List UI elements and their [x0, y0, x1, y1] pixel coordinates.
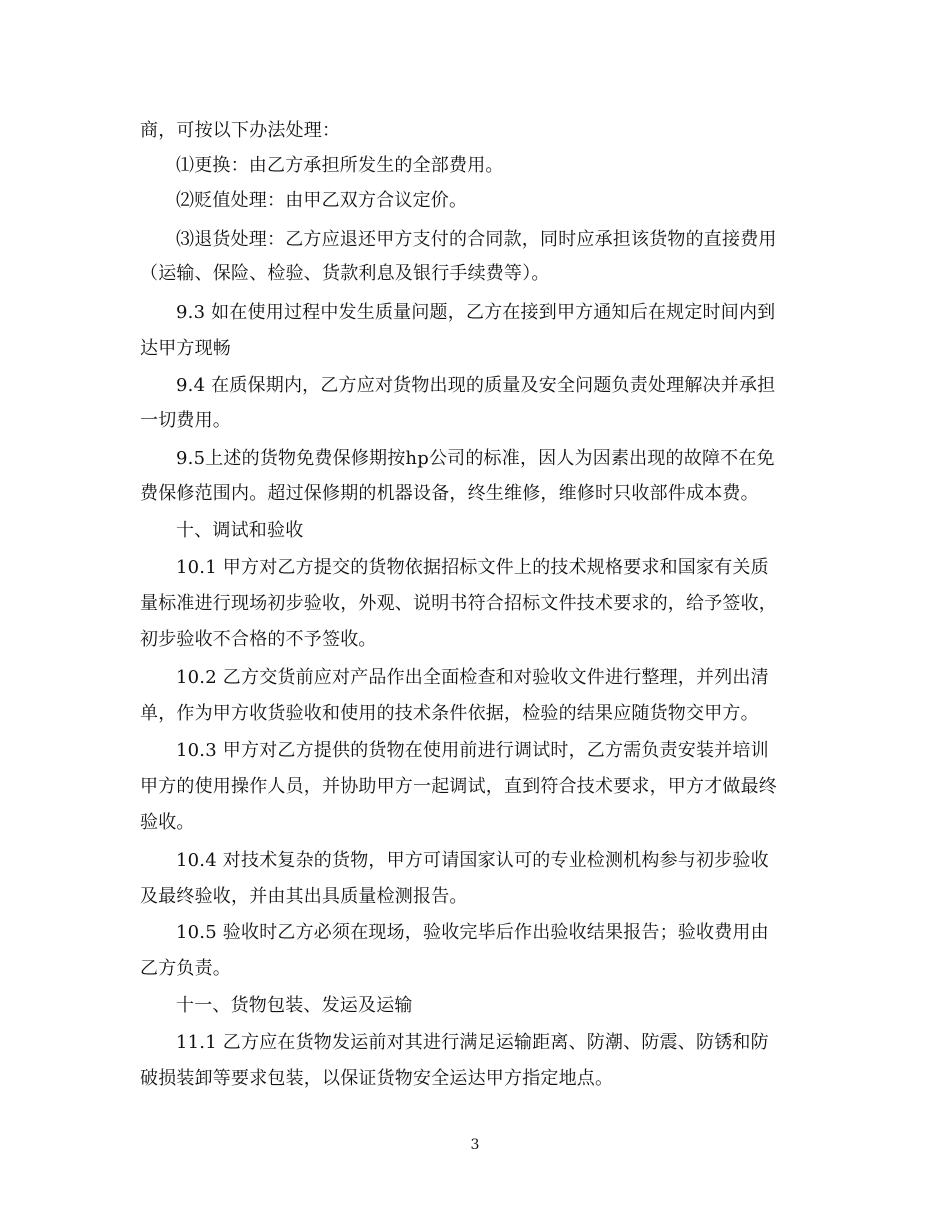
text-line: 初步验收不合格的不予签收。	[140, 629, 377, 650]
text-line: 乙方负责。	[140, 958, 231, 979]
text-line: 验收。	[140, 812, 195, 833]
text-line: 10.3 甲方对乙方提供的货物在使用前进行调试时，乙方需负责安装并培训	[176, 740, 769, 761]
text-line: 9.5上述的货物免费保修期按hp公司的标准，因人为因素出现的故障不在免	[176, 448, 775, 469]
text-line: （运输、保险、检验、货款利息及银行手续费等）。	[140, 263, 550, 284]
text-line: 9.3 如在使用过程中发生质量问题，乙方在接到甲方通知后在规定时间内到	[176, 302, 776, 323]
text-line: 10.2 乙方交货前应对产品作出全面检查和对验收文件进行整理，并列出清	[176, 667, 769, 688]
text-line: 单，作为甲方收货验收和使用的技术条件依据，检验的结果应随货物交甲方。	[140, 703, 759, 724]
text-line: 及最终验收，并由其出具质量检测报告。	[140, 886, 468, 907]
text-line: 10.1 甲方对乙方提交的货物依据招标文件上的技术规格要求和国家有关质	[176, 557, 769, 578]
text-line: 11.1 乙方应在货物发运前对其进行满足运输距离、防潮、防震、防锈和防	[176, 1032, 769, 1053]
text-line: 量标准进行现场初步验收，外观、说明书符合招标文件技术要求的，给予签收，	[140, 593, 777, 614]
text-line: 甲方的使用操作人员，并协助甲方一起调试，直到符合技术要求，甲方才做最终	[140, 776, 777, 797]
text-line: 破损装卸等要求包装，以保证货物安全运达甲方指定地点。	[140, 1068, 614, 1089]
text-line: ⑴更换：由乙方承担所发生的全部费用。	[176, 155, 504, 176]
text-line: 10.5 验收时乙方必须在现场，验收完毕后作出验收结果报告；验收费用由	[176, 922, 769, 943]
text-line: 达甲方现畅	[140, 338, 231, 359]
section-heading: 十、调试和验收	[176, 520, 304, 541]
text-line: 10.4 对技术复杂的货物，甲方可请国家认可的专业检测机构参与初步验收	[176, 850, 769, 871]
page-number: 3	[470, 1137, 480, 1153]
text-line: 费保修范围内。超过保修期的机器设备，终生维修，维修时只收部件成本费。	[140, 483, 759, 504]
text-line: 商，可按以下办法处理：	[140, 120, 341, 141]
text-line: ⑶退货处理：乙方应退还甲方支付的合同款，同时应承担该货物的直接费用	[176, 229, 777, 250]
text-line: 一切费用。	[140, 410, 231, 431]
section-heading: 十一、货物包装、发运及运输	[176, 995, 413, 1016]
text-line: 9.4 在质保期内，乙方应对货物出现的质量及安全问题负责处理解决并承担	[176, 375, 776, 396]
text-line: ⑵贬值处理：由甲乙双方合议定价。	[176, 190, 468, 211]
